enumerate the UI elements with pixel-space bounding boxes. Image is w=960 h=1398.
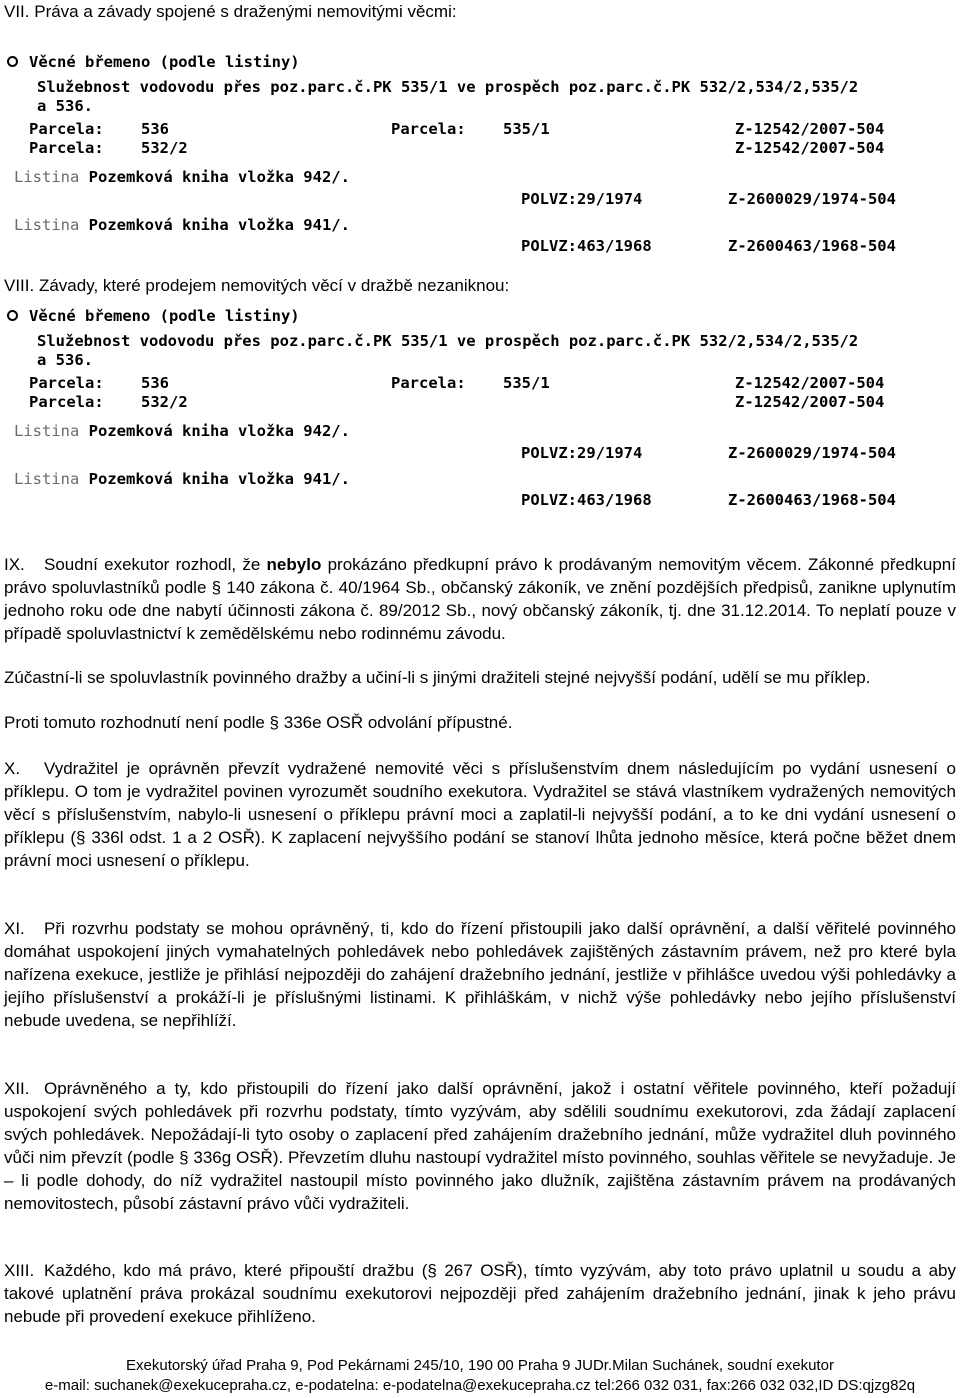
parcel-value: 532/2: [141, 393, 188, 411]
section-ix-paragraph: IX. Soudní exekutor rozhodl, že nebylo prokázáno předkupní právo k prodávaným nemovitým věcem. Zákonné předkupní právo spoluvlastníků podle § 140 zákona č. 40/1964 Sb., občanský zákoník, ve znění pozdějších předpisů, zanikne uplynutím jednoho roku ode dne nabytí účinnosti zákona č. 89/2012 Sb., nový občanský zákoník, tj. dne 31.12.2014. To neplatí pouze v případě spoluvlastnictví k zemědělskému nebo rodinnému závodu.: [4, 555, 956, 643]
parcel-value: 532/2: [141, 139, 188, 157]
section-number: IX.: [4, 555, 25, 574]
parcel-value: 536: [141, 374, 169, 392]
section-ix-paragraph-2: Zúčastní-li se spoluvlastník povinného dražby a učiní-li s jinými dražiteli stejné nejvyšší podání, udělí se mu příklep.: [4, 668, 871, 687]
easement-title: Věcné břemeno (podle listiny): [29, 53, 300, 71]
deed-prefix: Listina: [14, 216, 80, 234]
record-ref: Z-12542/2007-504: [735, 393, 885, 411]
record-ref: Z-12542/2007-504: [735, 374, 885, 392]
easement-title: Věcné břemeno (podle listiny): [29, 307, 300, 325]
section-vii-heading: VII. Práva a závady spojené s draženými nemovitými věcmi:: [4, 2, 457, 21]
deed-prefix: Listina: [14, 422, 80, 440]
easement-desc-line2: a 536.: [37, 351, 93, 369]
deed-line: [14, 422, 350, 440]
parcel-label: Parcela:: [29, 139, 104, 157]
record-ref: Z-12542/2007-504: [735, 139, 885, 157]
parcel-label: Parcela:: [29, 120, 104, 138]
record-ref: Z-12542/2007-504: [735, 120, 885, 138]
record-ref: Z-2600029/1974-504: [728, 444, 896, 462]
registry-extract-vii: [0, 50, 960, 280]
parcel-value: 535/1: [503, 374, 550, 392]
easement-desc-line1: Služebnost vodovodu přes poz.parc.č.PK 535/1 ve prospěch poz.parc.č.PK 532/2,534/2,535/2: [37, 78, 859, 96]
parcel-value: 535/1: [503, 120, 550, 138]
deed-prefix: Listina: [14, 168, 80, 186]
section-xiii-paragraph: XIII. Každého, kdo má právo, které připouští dražbu (§ 267 OSŘ), tímto vyzývám, aby toto právo uplatnil u soudu a aby takové uplatnění práva prokázal soudnímu exekutorovi nejpozději před zahájením dražebního jednání, jinak k jeho právu nebude při provedení exekuce přihlíženo.: [4, 1261, 956, 1326]
section-number: XIII.: [4, 1261, 35, 1280]
deed-text: Pozemková kniha vložka 941/.: [88, 470, 350, 488]
polvz-ref: POLVZ:29/1974: [521, 190, 643, 208]
section-xii-paragraph: XII. Oprávněného a ty, kdo přistoupili do řízení jako další oprávnění, jakož i ostatní věřitele povinného, kteří požadují uspokojení svých pohledávek při rozvrhu podstaty, tímto vyzývám, aby sdělili soudnímu exekutorovi, zda žádají zaplacení svých pohledávek. Nepožádají-li tyto osoby o zaplacení před zahájením dražebního jednání, může vydražitel dluh povinného vůči nim převzít (podle § 336g OSŘ). Převzetím dluhu nastoupí vydražitel místo povinného, souhlas věřitele se nevyžaduje. Je – li podle dohody, do níž vydražitel nastoupil místo povinného jako dlužník, zajištěna zástavním právem na prodávaných nemovitostech, působí zástavní právo vůči vydražiteli.: [4, 1079, 956, 1213]
parcel-label: Parcela:: [29, 374, 104, 392]
section-x-paragraph: X. Vydražitel je oprávněn převzít vydražené nemovité věci s příslušenstvím dnem následujícím po vydání usnesení o příklepu. O tom je vydražitel povinen vyrozumět soudního exekutora. Vydražitel se stává vlastníkem vydražených nemovitých věcí s příslušenstvím, nabylo-li usnesení o příklepu právní moci a zaplatil-li nejvyšší podání, a to ke dni vydání usnesení o příklepu (§ 336l odst. 1 a 2 OSŘ). K zaplacení nejvyššího podání se stanoví lhůta jednoho měsíce, která počne běžet dnem právní moci usnesení o příklepu.: [4, 759, 956, 870]
deed-line: [14, 470, 350, 488]
polvz-ref: POLVZ:463/1968: [521, 237, 652, 255]
section-number: X.: [4, 759, 21, 778]
polvz-ref: POLVZ:29/1974: [521, 444, 643, 462]
bullet-icon: [7, 56, 18, 67]
section-viii-heading: VIII. Závady, které prodejem nemovitých věcí v dražbě nezaniknou:: [4, 276, 510, 295]
polvz-ref: POLVZ:463/1968: [521, 491, 652, 509]
section-ix-paragraph-3: Proti tomuto rozhodnutí není podle § 336e OSŘ odvolání přípustné.: [4, 713, 513, 732]
section-number: XI.: [4, 919, 25, 938]
bullet-icon: [7, 310, 18, 321]
deed-prefix: Listina: [14, 470, 80, 488]
registry-extract-viii: [0, 304, 960, 534]
deed-line: [14, 216, 350, 234]
parcel-label: Parcela:: [391, 374, 466, 392]
parcel-label: Parcela:: [29, 393, 104, 411]
footer-contacts: e-mail: suchanek@exekucepraha.cz, e-podatelna: e-podatelna@exekucepraha.cz tel:266 032 031, fax:266 032 032,ID DS:qjzg82q: [44, 1377, 916, 1394]
section-number: XII.: [4, 1079, 30, 1098]
easement-desc-line2: a 536.: [37, 97, 93, 115]
parcel-value: 536: [141, 120, 169, 138]
emphasis: nebylo: [266, 555, 322, 574]
deed-line: [14, 168, 350, 186]
footer-address: Exekutorský úřad Praha 9, Pod Pekárnami 245/10, 190 00 Praha 9 JUDr.Milan Suchánek, soudní exekutor: [126, 1357, 834, 1374]
parcel-label: Parcela:: [391, 120, 466, 138]
section-xi-paragraph: XI. Při rozvrhu podstaty se mohou oprávněný, ti, kdo do řízení přistoupili jako další oprávnění, a další věřitelé povinného domáhat uspokojení jiných vymahatelných pohledávek nebo pohledávek zajištěných zástavním právem, než pro které byla nařízena exekuce, jestliže je přihlásí nejpozději do zahájení dražebního jednání, jestliže v přihlášce uvedou výši pohledávky a jejího příslušenství a prokáží-li je příslušnými listinami. K přihláškám, v nichž výše pohledávky nebo jejího příslušenství nebude uvedena, se nepřihlíží.: [4, 919, 956, 1030]
record-ref: Z-2600029/1974-504: [728, 190, 896, 208]
record-ref: Z-2600463/1968-504: [728, 237, 896, 255]
deed-text: Pozemková kniha vložka 942/.: [88, 168, 350, 186]
deed-text: Pozemková kniha vložka 941/.: [88, 216, 350, 234]
easement-desc-line1: Služebnost vodovodu přes poz.parc.č.PK 535/1 ve prospěch poz.parc.č.PK 532/2,534/2,535/2: [37, 332, 859, 350]
deed-text: Pozemková kniha vložka 942/.: [88, 422, 350, 440]
record-ref: Z-2600463/1968-504: [728, 491, 896, 509]
